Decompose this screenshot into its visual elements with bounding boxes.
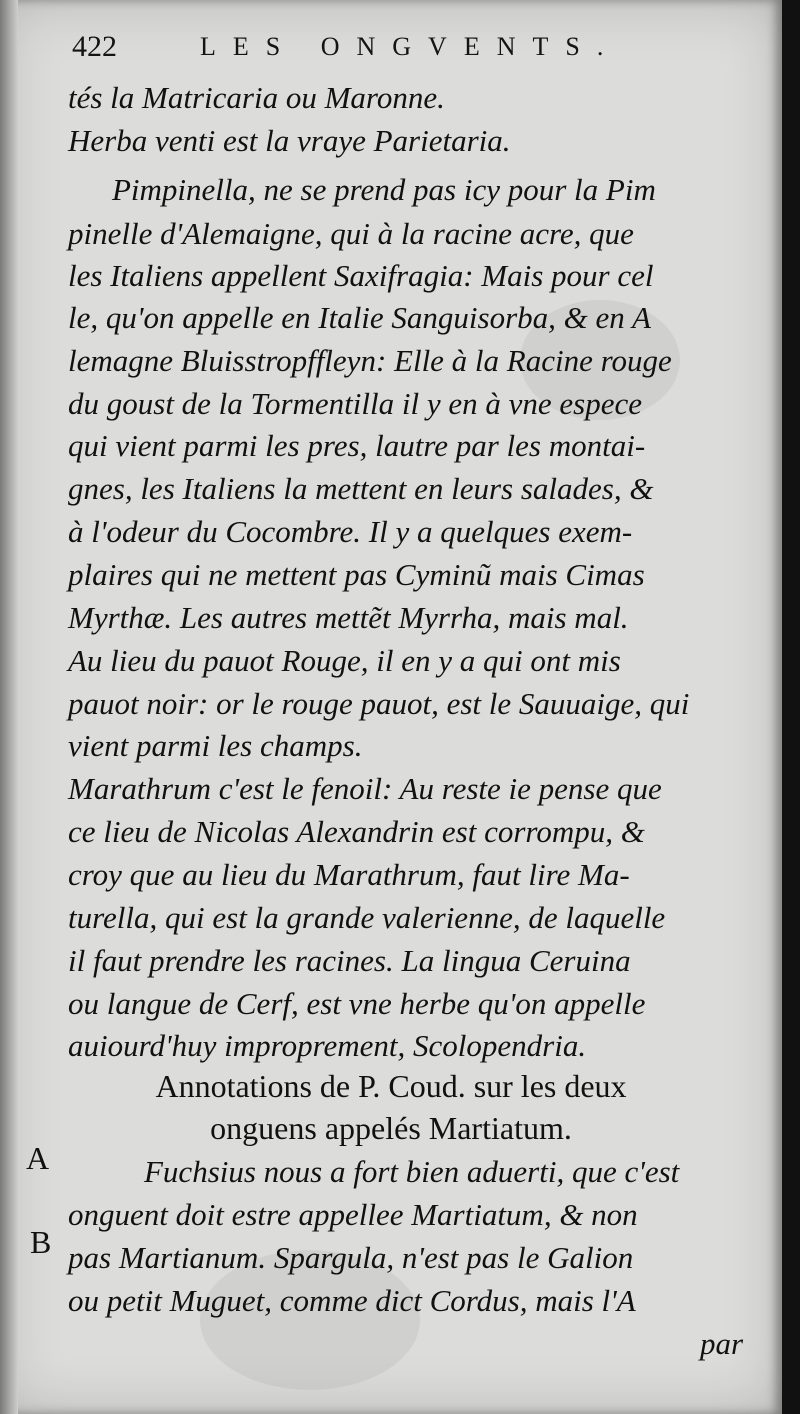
text-line: ou petit Muguet, comme dict Cordus, mais l'A (68, 1283, 636, 1318)
text-line: pinelle d'Alemaigne, qui à la racine acre, que (68, 216, 634, 251)
text-line: turella, qui est la grande valerienne, de laquelle (68, 900, 666, 935)
text-line: Herba venti est la vraye Parietaria. (68, 123, 511, 158)
running-header (72, 30, 712, 70)
text-line: lemagne Bluisstropffleyn: Elle à la Racine rouge (68, 343, 672, 378)
text-line: à l'odeur du Cocombre. Il y a quelques exem- (68, 514, 633, 549)
text-line: les Italiens appellent Saxifragia: Mais pour cel (68, 258, 654, 293)
page-spine-shadow (0, 0, 18, 1414)
text-line: il faut prendre les racines. La lingua Ceruina (68, 943, 631, 978)
text-line: pas Martianum. Spargula, n'est pas le Galion (68, 1240, 634, 1275)
text-line: Myrthæ. Les autres mettẽt Myrrha, mais mal. (68, 600, 629, 635)
text-line: Marathrum c'est le fenoil: Au reste ie pense que (68, 771, 662, 806)
text-line: Fuchsius nous a fort bien aduerti, que c'est (144, 1154, 680, 1189)
text-line: Pimpinella, ne se prend pas icy pour la Pim (112, 172, 656, 207)
page-number: 422 (72, 30, 117, 63)
text-line: le, qu'on appelle en Italie Sanguisorba, & en A (68, 300, 651, 335)
section-heading: Annotations de P. Coud. sur les deux (155, 1068, 627, 1104)
text-line: Au lieu du pauot Rouge, il en y a qui ont mis (68, 643, 621, 678)
text-line: pauot noir: or le rouge pauot, est le Sauuaige, qui (68, 686, 690, 721)
text-line: croy que au lieu du Marathrum, faut lire Ma- (68, 857, 630, 892)
text-line: du goust de la Tormentilla il y en à vne espece (68, 386, 642, 421)
text-line: tés la Matricaria ou Maronne. (68, 80, 445, 115)
text-line: plaires qui ne mettent pas Cyminũ mais Cimas (68, 557, 645, 592)
running-title: LES ONGVENTS. (200, 32, 621, 61)
section-heading: onguens appelés Martiatum. (210, 1110, 572, 1146)
text-line: qui vient parmi les pres, lautre par les montai- (68, 428, 646, 463)
text-line: vient parmi les champs. (68, 728, 363, 763)
text-line: onguent doit estre appellee Martiatum, & non (68, 1197, 638, 1232)
text-line: ce lieu de Nicolas Alexandrin est corrompu, & (68, 814, 645, 849)
catchword: par (700, 1326, 744, 1361)
text-line: auiourd'huy improprement, Scolopendria. (68, 1028, 587, 1063)
text-line: gnes, les Italiens la mettent en leurs salades, & (68, 471, 654, 506)
scan-edge (782, 0, 800, 1414)
text-line: ou langue de Cerf, est vne herbe qu'on appelle (68, 986, 646, 1021)
margin-letter-b: B (30, 1224, 52, 1260)
margin-letter-a: A (26, 1140, 50, 1176)
